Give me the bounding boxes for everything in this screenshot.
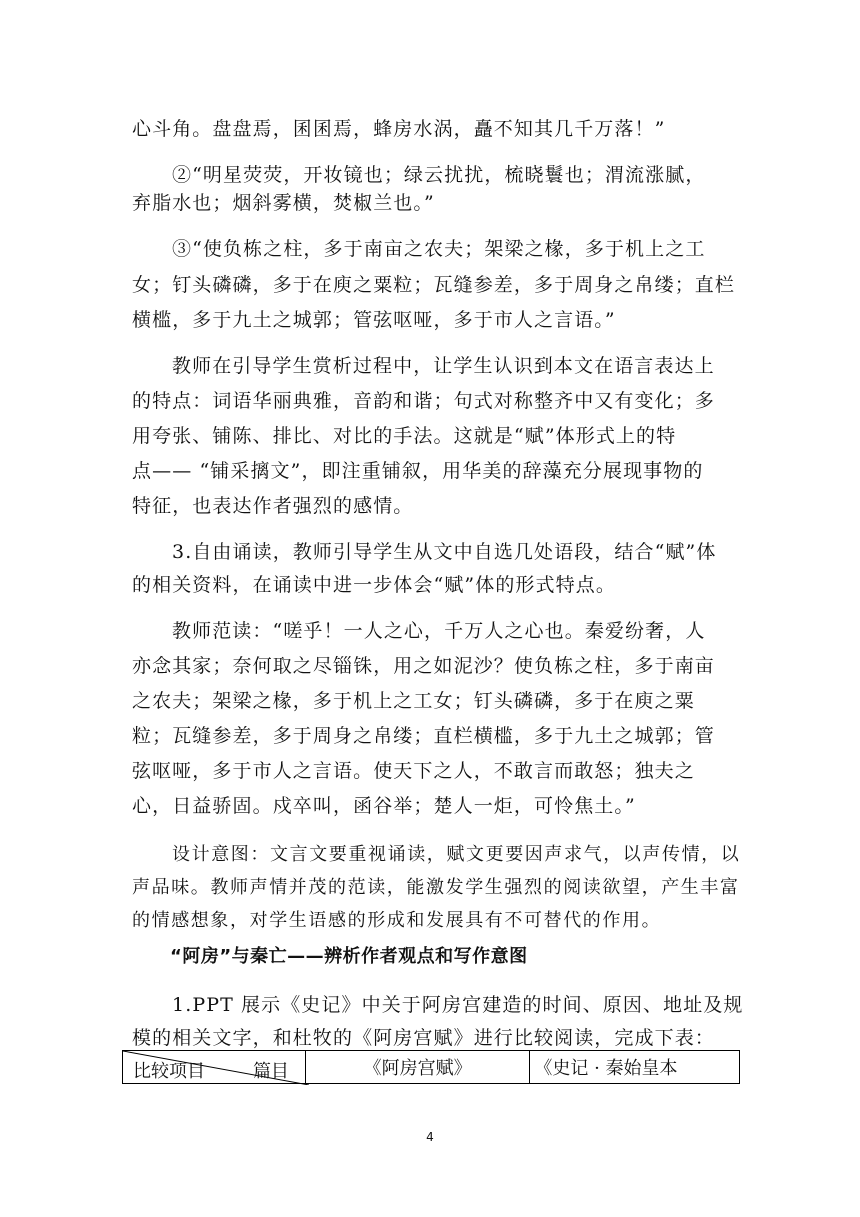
text-line: 特征，也表达作者强烈的感情。 <box>132 495 414 517</box>
text-line: 心，日益骄固。戍卒叫，函谷举；楚人一炬，可怜焦土。” <box>132 795 636 817</box>
text-line: 模的相关文字，和杜牧的《阿房宫赋》进行比较阅读，完成下表： <box>132 1027 715 1049</box>
text-line: 女；钉头磷磷，多于在庾之粟粒；瓦缝参差，多于周身之帛缕；直栏 <box>132 274 736 296</box>
text-line: 声品味。教师声情并茂的范读，能激发学生强烈的阅读欲望，产生丰富 <box>132 877 740 898</box>
text-line: 弦呕哑，多于市人之言语。使天下之人，不敢言而敢怒；独夫之 <box>132 760 695 782</box>
text-line: 的相关资料，在诵读中进一步体会“赋”体的形式特点。 <box>132 574 616 596</box>
text-line: 粒；瓦缝参差，多于周身之帛缕；直栏横槛，多于九土之城郭；管 <box>132 725 715 747</box>
section-heading: “阿房”与秦亡——辨析作者观点和写作意图 <box>170 946 528 967</box>
text-line: 弃脂水也；烟斜雾横，焚椒兰也。” <box>132 192 435 214</box>
table-header-row <box>123 1051 740 1084</box>
text-line: ②“明星荧荧，开妆镜也；绿云扰扰，梳晓鬟也；渭流涨腻， <box>172 164 706 186</box>
corner-label-items: 比较项目 <box>133 1061 205 1082</box>
page-number: 4 <box>426 1130 434 1144</box>
column-header-afang: 《阿房宫赋》 <box>305 1051 529 1084</box>
text-line: 的特点：词语华丽典雅，音韵和谐；句式对称整齐中又有变化；多 <box>132 390 715 412</box>
text-line: 心斗角。盘盘焉，囷囷焉，蜂房水涡，矗不知其几千万落！” <box>132 118 666 140</box>
corner-header-cell <box>123 1051 306 1084</box>
text-line: 1.PPT 展示《史记》中关于阿房宫建造的时间、原因、地址及规 <box>172 994 744 1016</box>
text-line: 教师在引导学生赏析过程中，让学生认识到本文在语言表达上 <box>172 355 715 377</box>
text-line: 教师范读：“嗟乎！一人之心，千万人之心也。秦爱纷奢，人 <box>172 620 706 642</box>
text-line: 之农夫；架梁之椽，多于机上之工女；钉头磷磷，多于在庾之粟 <box>132 690 695 712</box>
text-line: 的情感想象，对学生语感的形成和发展具有不可替代的作用。 <box>132 910 662 931</box>
text-line: 点—— “铺采摛文”，即注重铺叙，用华美的辞藻充分展现事物的 <box>132 460 704 482</box>
text-line: 用夸张、铺陈、排比、对比的手法。这就是“赋”体形式上的特 <box>132 425 677 447</box>
corner-label-titles: 篇目 <box>252 1061 289 1082</box>
comparison-table <box>122 1050 740 1084</box>
text-line: 横槛，多于九土之城郭；管弦呕哑，多于市人之言语。” <box>132 309 616 331</box>
text-line: ③“使负栋之柱，多于南亩之农夫；架梁之椽，多于机上之工 <box>172 238 706 260</box>
text-line: 3.自由诵读，教师引导学生从文中自选几处语段，结合“赋”体 <box>172 541 717 563</box>
column-header-shiji: 《史记 · 秦始皇本 <box>530 1051 740 1084</box>
text-line: 亦念其家；奈何取之尽锱铢，用之如泥沙？使负栋之柱，多于南亩 <box>132 655 715 677</box>
text-line: 设计意图：文言文要重视诵读，赋文更要因声求气，以声传情，以 <box>172 844 741 865</box>
